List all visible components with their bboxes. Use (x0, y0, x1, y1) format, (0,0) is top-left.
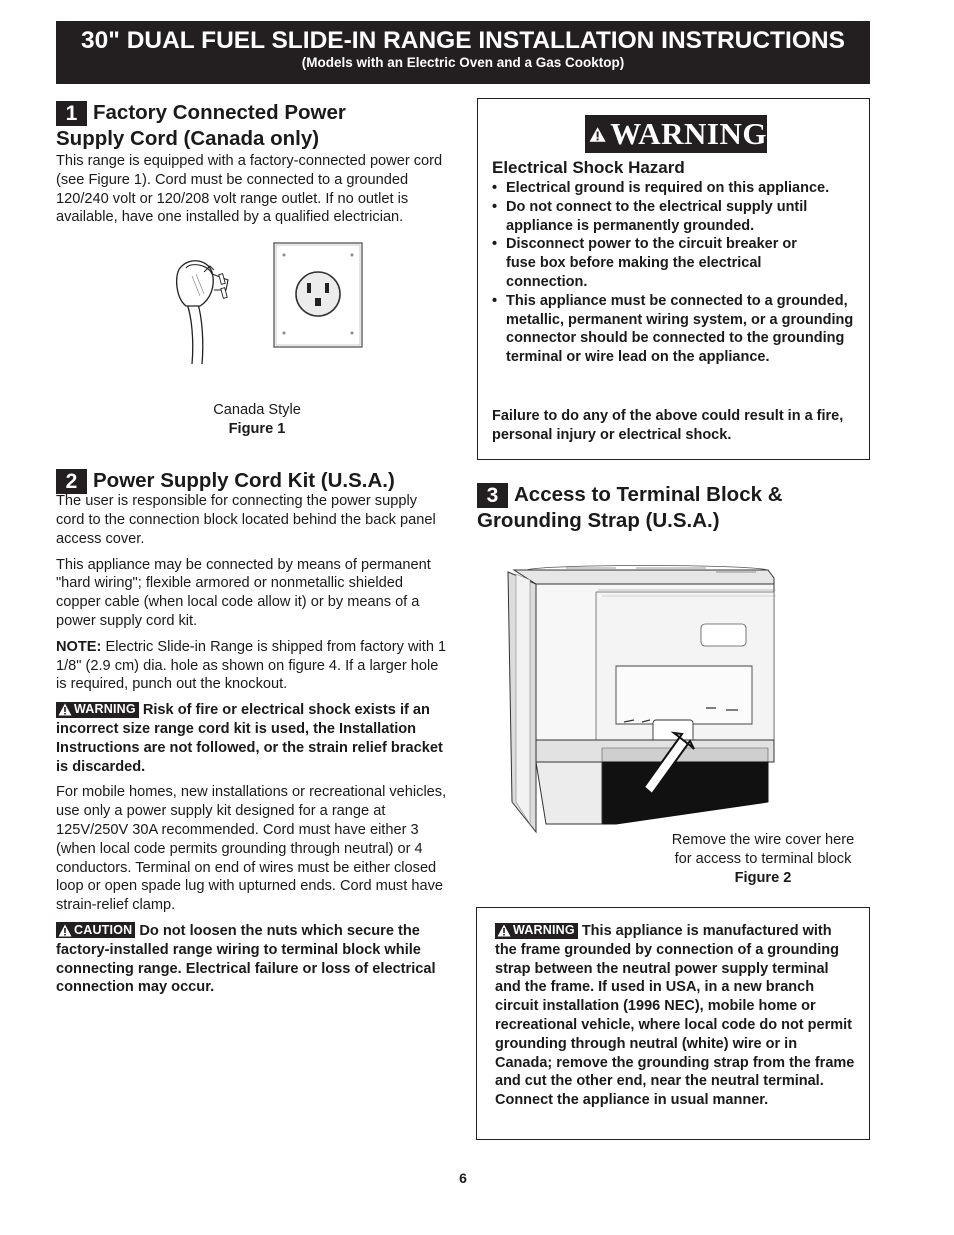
section-3-title (477, 482, 877, 534)
figure-2-caption-line2: for access to terminal block (674, 851, 852, 867)
hazard-item: • Electrical ground is required on this appliance. (492, 179, 857, 198)
warning-triangle-icon (497, 924, 511, 937)
page-header (56, 21, 870, 84)
range-rear-view-icon (506, 562, 786, 842)
figure-1-caption-text: Canada Style (213, 402, 301, 419)
section-2-caution (56, 922, 448, 997)
section-2-title (56, 468, 448, 494)
section-2-note (56, 638, 448, 694)
left-column (56, 100, 448, 997)
section-2-number: 2 (56, 469, 87, 494)
section-2-para2: This appliance may be connected by means of permanent "hard wiring"; flexible armored or nonmetallic shielded copper cable (when local code allow it) or by means of a power supply cord kit. (56, 556, 431, 629)
page-title: 30" DUAL FUEL SLIDE-IN RANGE INSTALLATION INSTRUCTIONS (81, 27, 845, 54)
warning-triangle-icon (58, 703, 72, 716)
warning-triangle-icon (58, 924, 72, 937)
hazard-list (492, 179, 857, 367)
warning-badge-label: WARNING (513, 923, 575, 938)
page-number: 6 (459, 1170, 467, 1186)
section-3-title-line2: Grounding Strap (U.S.A.) (477, 509, 720, 532)
big-warning-badge (585, 115, 767, 153)
caution-badge (56, 922, 135, 938)
figure-2-caption-line1: Remove the wire cover here (671, 832, 855, 848)
section-1-title-line2: Supply Cord (Canada only) (56, 127, 320, 150)
note-label: NOTE: (56, 638, 102, 655)
section-2-title-text: Power Supply Cord Kit (U.S.A.) (93, 469, 395, 493)
section-1-title-line1: Factory Connected Power (93, 101, 346, 124)
figure-1-label: Figure 1 (228, 421, 286, 438)
hazard-item: • Do not connect to the electrical supply until appliance is permanently grounded. (492, 198, 857, 236)
wall-outlet-icon (272, 241, 364, 349)
warning-badge (56, 702, 139, 718)
warning-badge (495, 923, 578, 939)
figure-2-label: Figure 2 (734, 870, 792, 886)
section-1-title (56, 100, 448, 152)
grounding-warning-body: This appliance is manufactured with the frame grounded by connection of a grounding strap between the neutral power supply terminal and the frame. If used in USA, in a new branch circuit installation (1996 NEC), mobile home or recreational vehicle, where local code do not permit grounding through neutral (white) wire or in Canada; remove the grounding strap from the frame and cut the other end, near the neutral terminal. Connect the appliance in usual manner. (495, 923, 855, 1109)
warning-badge-label: WARNING (74, 702, 136, 717)
grounding-strap-warning-box (476, 907, 870, 1140)
warning-triangle-icon (589, 120, 606, 149)
caution-badge-label: CAUTION (74, 923, 133, 938)
section-1-body: This range is equipped with a factory-connected power cord (see Figure 1). Cord must be connected to a grounded 120/240 volt or 120/208 volt range outlet. If no outlet is available, have one installed by a qualified electrician. (56, 153, 443, 226)
hazard-title: Electrical Shock Hazard (492, 158, 685, 177)
section-3-title-line1: Access to Terminal Block & (514, 483, 783, 506)
section-2-para1: The user is responsible for connecting the power supply cord to the connection block located behind the back panel access cover. (56, 493, 436, 547)
section-1-number: 1 (56, 101, 87, 126)
power-cord-plug-icon (156, 246, 246, 371)
big-warning-label: WARNING (610, 116, 767, 151)
caution-text: Do not loosen the nuts which secure the factory-installed range wiring to terminal block while connecting range. Electrical failure or loss of electrical connection may occur. (56, 922, 436, 996)
section-2-para3: For mobile homes, new installations or recreational vehicles, use only a power supply kit designed for a range at 125V/250V 30A recommended. Cord must have either 3 (when local code permits grounding through neutral) or 4 conductors. Terminal on end of wires must be either closed loop or open spade lug with upturned ends. Cord must have strain-relief clamp. (56, 784, 447, 914)
section-3-number: 3 (477, 483, 508, 508)
grounding-warning-text (495, 922, 855, 1110)
section-2-warning (56, 701, 448, 776)
hazard-item: • Disconnect power to the circuit breaker or fuse box before making the electrical connection. (492, 235, 857, 291)
page-subtitle: (Models with an Electric Oven and a Gas Cooktop) (301, 55, 625, 70)
section-3 (477, 482, 877, 534)
warning-text: Risk of fire or electrical shock exists if an incorrect size range cord kit is used, the Installation Instructions are not followed, or the strain relief bracket is discarded. (56, 702, 443, 775)
hazard-footer: Failure to do any of the above could result in a fire, personal injury or electrical shock. (492, 408, 844, 443)
figure-2-caption (650, 831, 876, 888)
hazard-item: • This appliance must be connected to a grounded, metallic, permanent wiring system, or a grounding connector should be connected to the grounding terminal or wire lead on the appliance. (492, 292, 857, 367)
figure-1-caption (56, 401, 458, 439)
figure-1 (56, 241, 448, 404)
note-text: Electric Slide-in Range is shipped from factory with 1 1/8" (2.9 cm) dia. hole as shown on figure 4. If a larger hole is required, punch out the knockout. (56, 638, 447, 693)
electrical-shock-warning-box (477, 98, 870, 460)
